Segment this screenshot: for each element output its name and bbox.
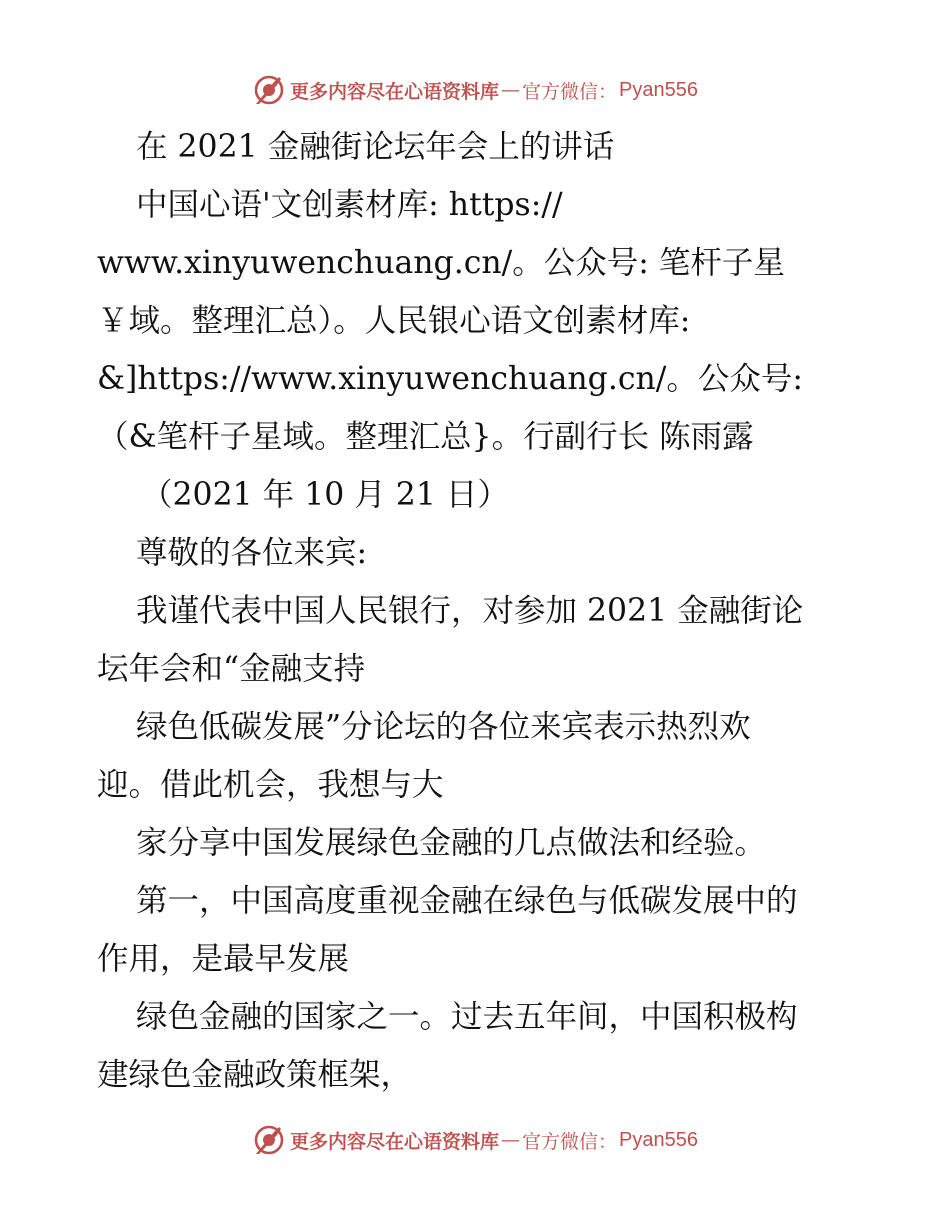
text-line: &]https://www.xinyuwenchuang.cn/。公众号: (97, 361, 803, 397)
watermark-brand: 更多内容尽在心语资料库 (290, 80, 500, 103)
text-line: www.xinyuwenchuang.cn/。公众号: 笔杆子星 (97, 245, 785, 281)
text-line: 建绿色金融政策框架， (97, 1057, 413, 1093)
footer-watermark (0, 1120, 950, 1160)
watermark-brand: 更多内容尽在心语资料库 (290, 1130, 500, 1153)
text-line: （&笔杆子星域。整理汇总}。行副行长 陈雨露 (97, 419, 754, 455)
text-line: 绿色金融的国家之一。过去五年间，中国积极构 (136, 999, 798, 1035)
speech-date: （2021 年 10 月 21 日） (141, 477, 509, 513)
watermark-dash: — (501, 79, 521, 101)
text-line: 家分享中国发展绿色金融的几点做法和经验。 (136, 825, 767, 861)
text-line: 中国心语'文创素材库: https:// (136, 187, 563, 223)
text-line: ￥域。整理汇总）。人民银心语文创素材库: (97, 303, 691, 339)
text-line: 绿色低碳发展”分论坛的各位来宾表示热烈欢 (136, 709, 751, 745)
quill-seal-icon (252, 1123, 286, 1157)
watermark-official-label: 官方微信： (522, 1130, 618, 1153)
document-body (97, 118, 897, 1104)
watermark-dash: — (501, 1129, 521, 1151)
text-line: 我谨代表中国人民银行，对参加 2021 金融街论 (136, 593, 804, 629)
watermark-wechat-id: Pyan556 (619, 78, 698, 101)
quill-seal-icon (252, 73, 286, 107)
text-line: 第一，中国高度重视金融在绿色与低碳发展中的 (136, 883, 798, 919)
salutation: 尊敬的各位来宾: (136, 535, 368, 571)
text-line: 坛年会和“金融支持 (97, 651, 366, 687)
watermark-official-label: 官方微信： (522, 80, 618, 103)
watermark-wechat-id: Pyan556 (619, 1128, 698, 1151)
text-line: 作用，是最早发展 (97, 941, 350, 977)
speech-title: 在 2021 金融街论坛年会上的讲话 (136, 129, 615, 165)
text-line: 迎。借此机会，我想与大 (97, 767, 444, 803)
header-watermark (0, 70, 950, 110)
